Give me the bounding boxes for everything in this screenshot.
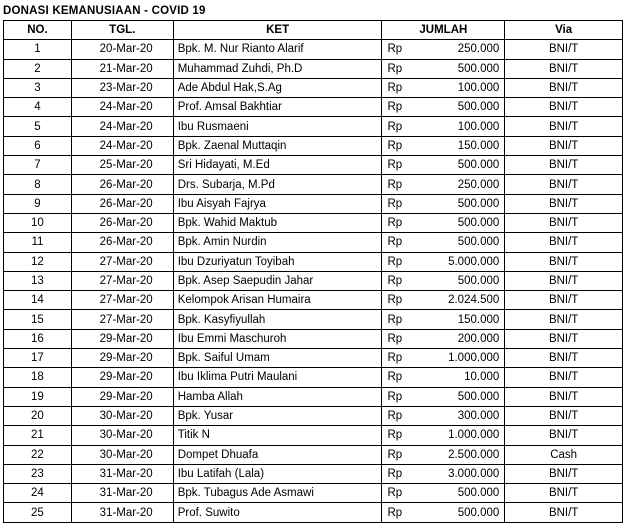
cell-description[interactable]: Bpk. Amin Nurdin	[173, 233, 382, 252]
cell-via[interactable]: BNI/T	[505, 78, 623, 97]
cell-no[interactable]: 20	[4, 406, 72, 425]
currency-label: Rp	[387, 487, 403, 500]
amount-value: 200.000	[457, 332, 500, 345]
cell-amount[interactable]	[382, 40, 505, 59]
amount-value: 250.000	[457, 178, 500, 191]
cell-amount[interactable]	[382, 213, 505, 232]
table-row	[4, 291, 623, 310]
currency-label: Rp	[387, 255, 403, 268]
cell-description[interactable]: Ibu Latifah (Lala)	[173, 464, 382, 483]
table-row	[4, 40, 623, 59]
cell-no[interactable]: 2	[4, 59, 72, 78]
amount-value: 100.000	[457, 120, 500, 133]
amount-value: 500.000	[457, 217, 500, 230]
table-row	[4, 349, 623, 368]
table-row	[4, 136, 623, 155]
cell-via[interactable]: BNI/T	[505, 426, 623, 445]
cell-date[interactable]: 30-Mar-20	[71, 426, 173, 445]
cell-amount[interactable]	[382, 252, 505, 271]
cell-amount[interactable]	[382, 445, 505, 464]
cell-date[interactable]: 31-Mar-20	[71, 503, 173, 522]
cell-no[interactable]: 5	[4, 117, 72, 136]
amount-value: 100.000	[457, 82, 500, 95]
amount-value: 250.000	[457, 43, 500, 56]
currency-label: Rp	[387, 120, 403, 133]
cell-no[interactable]: 14	[4, 291, 72, 310]
cell-date[interactable]: 29-Mar-20	[71, 349, 173, 368]
table-row	[4, 98, 623, 117]
amount-value: 5.000.000	[448, 255, 500, 268]
currency-label: Rp	[387, 313, 403, 326]
amount-value: 10.000	[464, 371, 500, 384]
cell-date[interactable]: 29-Mar-20	[71, 387, 173, 406]
cell-via[interactable]: BNI/T	[505, 136, 623, 155]
cell-amount[interactable]	[382, 387, 505, 406]
cell-via[interactable]: BNI/T	[505, 98, 623, 117]
table-row	[4, 387, 623, 406]
cell-description[interactable]: Bpk. Asep Saepudin Jahar	[173, 271, 382, 290]
amount-value: 500.000	[457, 159, 500, 172]
cell-amount[interactable]	[382, 291, 505, 310]
cell-description[interactable]: Bpk. M. Nur Rianto Alarif	[173, 40, 382, 59]
cell-description[interactable]: Bpk. Yusar	[173, 406, 382, 425]
cell-date[interactable]: 24-Mar-20	[71, 98, 173, 117]
cell-date[interactable]: 27-Mar-20	[71, 271, 173, 290]
cell-no[interactable]: 21	[4, 426, 72, 445]
currency-label: Rp	[387, 410, 403, 423]
currency-label: Rp	[387, 390, 403, 403]
amount-value: 1.000.000	[448, 429, 500, 442]
cell-via[interactable]: BNI/T	[505, 233, 623, 252]
cell-description[interactable]: Sri Hidayati, M.Ed	[173, 156, 382, 175]
currency-label: Rp	[387, 159, 403, 172]
cell-description[interactable]: Bpk. Saiful Umam	[173, 349, 382, 368]
sheet-title: DONASI KEMANUSIAAN - COVID 19	[3, 5, 206, 17]
currency-label: Rp	[387, 371, 403, 384]
currency-label: Rp	[387, 467, 403, 480]
cell-date[interactable]: 29-Mar-20	[71, 329, 173, 348]
cell-via[interactable]: BNI/T	[505, 406, 623, 425]
cell-description[interactable]: Kelompok Arisan Humaira	[173, 291, 382, 310]
cell-via[interactable]: BNI/T	[505, 175, 623, 194]
cell-description[interactable]: Muhammad Zuhdi, Ph.D	[173, 59, 382, 78]
cell-description[interactable]: Ibu Dzuriyatun Toyibah	[173, 252, 382, 271]
table-row	[4, 368, 623, 387]
amount-value: 500.000	[457, 197, 500, 210]
amount-value: 500.000	[457, 506, 500, 519]
amount-value: 500.000	[457, 236, 500, 249]
cell-date[interactable]: 20-Mar-20	[71, 40, 173, 59]
cell-date[interactable]: 31-Mar-20	[71, 484, 173, 503]
currency-label: Rp	[387, 43, 403, 56]
cell-amount[interactable]	[382, 406, 505, 425]
table-row	[4, 406, 623, 425]
currency-label: Rp	[387, 236, 403, 249]
cell-description[interactable]: Bpk. Zaenal Muttaqin	[173, 136, 382, 155]
cell-amount[interactable]	[382, 329, 505, 348]
cell-amount[interactable]	[382, 175, 505, 194]
cell-date[interactable]: 23-Mar-20	[71, 78, 173, 97]
cell-via[interactable]: BNI/T	[505, 271, 623, 290]
cell-no[interactable]: 19	[4, 387, 72, 406]
currency-label: Rp	[387, 429, 403, 442]
cell-date[interactable]: 26-Mar-20	[71, 194, 173, 213]
cell-description[interactable]: Ibu Emmi Maschuroh	[173, 329, 382, 348]
cell-no[interactable]: 13	[4, 271, 72, 290]
cell-date[interactable]: 26-Mar-20	[71, 233, 173, 252]
cell-amount[interactable]	[382, 310, 505, 329]
cell-description[interactable]: Titik N	[173, 426, 382, 445]
cell-via[interactable]: BNI/T	[505, 213, 623, 232]
cell-amount[interactable]	[382, 368, 505, 387]
cell-no[interactable]: 6	[4, 136, 72, 155]
table-row	[4, 484, 623, 503]
header-row	[4, 21, 623, 40]
cell-description[interactable]: Bpk. Tubagus Ade Asmawi	[173, 484, 382, 503]
cell-no[interactable]: 15	[4, 310, 72, 329]
amount-value: 500.000	[457, 275, 500, 287]
table-row	[4, 464, 623, 483]
table-row	[4, 503, 623, 522]
cell-via[interactable]: BNI/T	[505, 464, 623, 483]
cell-amount[interactable]	[382, 78, 505, 97]
cell-no[interactable]: 4	[4, 98, 72, 117]
cell-description[interactable]: Prof. Suwito	[173, 503, 382, 522]
donation-table	[3, 20, 623, 523]
cell-description[interactable]: Ibu Rusmaeni	[173, 117, 382, 136]
cell-amount[interactable]	[382, 136, 505, 155]
cell-no[interactable]: 8	[4, 175, 72, 194]
cell-amount[interactable]	[382, 233, 505, 252]
cell-description[interactable]: Bpk. Kasyfiyullah	[173, 310, 382, 329]
header-no[interactable]: NO.	[4, 21, 72, 40]
cell-no[interactable]: 22	[4, 445, 72, 464]
table-row	[4, 252, 623, 271]
cell-date[interactable]: 24-Mar-20	[71, 136, 173, 155]
cell-no[interactable]: 7	[4, 156, 72, 175]
table-row	[4, 445, 623, 464]
cell-via[interactable]: BNI/T	[505, 291, 623, 310]
cell-no[interactable]: 17	[4, 349, 72, 368]
cell-via[interactable]: BNI/T	[505, 252, 623, 271]
cell-description[interactable]: Ibu Iklima Putri Maulani	[173, 368, 382, 387]
cell-description[interactable]: Dompet Dhuafa	[173, 445, 382, 464]
table-row	[4, 426, 623, 445]
cell-date[interactable]: 24-Mar-20	[71, 117, 173, 136]
cell-amount[interactable]	[382, 464, 505, 483]
amount-value: 150.000	[457, 139, 500, 152]
amount-value: 1.000.000	[448, 352, 500, 365]
cell-no[interactable]: 18	[4, 368, 72, 387]
cell-no[interactable]: 24	[4, 484, 72, 503]
cell-via[interactable]: BNI/T	[505, 503, 623, 522]
amount-value: 500.000	[457, 487, 500, 500]
currency-label: Rp	[387, 62, 403, 75]
cell-amount[interactable]	[382, 349, 505, 368]
cell-date[interactable]: 27-Mar-20	[71, 252, 173, 271]
currency-label: Rp	[387, 506, 403, 519]
currency-label: Rp	[387, 448, 403, 461]
amount-value: 3.000.000	[448, 467, 500, 480]
cell-amount[interactable]	[382, 503, 505, 522]
amount-value: 300.000	[457, 410, 500, 423]
table-row	[4, 271, 623, 290]
cell-no[interactable]: 3	[4, 78, 72, 97]
currency-label: Rp	[387, 101, 403, 114]
table-row	[4, 329, 623, 348]
currency-label: Rp	[387, 82, 403, 95]
cell-amount[interactable]	[382, 156, 505, 175]
cell-via[interactable]: BNI/T	[505, 310, 623, 329]
currency-label: Rp	[387, 275, 403, 287]
cell-no[interactable]: 11	[4, 233, 72, 252]
cell-amount[interactable]	[382, 194, 505, 213]
cell-via[interactable]: BNI/T	[505, 59, 623, 78]
currency-label: Rp	[387, 178, 403, 191]
cell-via[interactable]: BNI/T	[505, 349, 623, 368]
cell-date[interactable]: 26-Mar-20	[71, 213, 173, 232]
header-ket[interactable]: KET	[173, 21, 382, 40]
cell-no[interactable]: 12	[4, 252, 72, 271]
table-row	[4, 78, 623, 97]
currency-label: Rp	[387, 139, 403, 152]
cell-amount[interactable]	[382, 271, 505, 290]
currency-label: Rp	[387, 352, 403, 365]
cell-date[interactable]: 29-Mar-20	[71, 368, 173, 387]
cell-via[interactable]: Cash	[505, 445, 623, 464]
cell-via[interactable]: BNI/T	[505, 368, 623, 387]
cell-description[interactable]: Bpk. Wahid Maktub	[173, 213, 382, 232]
cell-no[interactable]: 9	[4, 194, 72, 213]
cell-via[interactable]: BNI/T	[505, 329, 623, 348]
table-row	[4, 233, 623, 252]
cell-via[interactable]: BNI/T	[505, 40, 623, 59]
cell-via[interactable]: BNI/T	[505, 156, 623, 175]
cell-via[interactable]: BNI/T	[505, 484, 623, 503]
header-via[interactable]: Via	[505, 21, 623, 40]
amount-value: 500.000	[457, 101, 500, 114]
cell-via[interactable]: BNI/T	[505, 387, 623, 406]
cell-description[interactable]: Drs. Subarja, M.Pd	[173, 175, 382, 194]
header-tgl[interactable]: TGL.	[71, 21, 173, 40]
cell-date[interactable]: 25-Mar-20	[71, 156, 173, 175]
cell-date[interactable]: 31-Mar-20	[71, 464, 173, 483]
table-row	[4, 310, 623, 329]
cell-description[interactable]: Ibu Aisyah Fajrya	[173, 194, 382, 213]
cell-no[interactable]: 23	[4, 464, 72, 483]
cell-amount[interactable]	[382, 484, 505, 503]
cell-amount[interactable]	[382, 59, 505, 78]
amount-value: 2.024.500	[448, 294, 500, 307]
cell-amount[interactable]	[382, 117, 505, 136]
currency-label: Rp	[387, 217, 403, 230]
table-row	[4, 156, 623, 175]
amount-value: 500.000	[457, 390, 500, 403]
cell-date[interactable]: 21-Mar-20	[71, 59, 173, 78]
amount-value: 2.500.000	[448, 448, 500, 461]
cell-description[interactable]: Ade Abdul Hak,S.Ag	[173, 78, 382, 97]
currency-label: Rp	[387, 332, 403, 345]
cell-date[interactable]: 26-Mar-20	[71, 175, 173, 194]
cell-no[interactable]: 25	[4, 503, 72, 522]
cell-via[interactable]: BNI/T	[505, 117, 623, 136]
table-row	[4, 117, 623, 136]
table-row	[4, 59, 623, 78]
currency-label: Rp	[387, 197, 403, 210]
cell-no[interactable]: 10	[4, 213, 72, 232]
amount-value: 500.000	[457, 62, 500, 75]
cell-date[interactable]: 27-Mar-20	[71, 310, 173, 329]
cell-description[interactable]: Hamba Allah	[173, 387, 382, 406]
currency-label: Rp	[387, 294, 403, 307]
table-row	[4, 213, 623, 232]
cell-description[interactable]: Prof. Amsal Bakhtiar	[173, 98, 382, 117]
cell-date[interactable]: 30-Mar-20	[71, 445, 173, 464]
cell-no[interactable]: 1	[4, 40, 72, 59]
cell-via[interactable]: BNI/T	[505, 194, 623, 213]
cell-date[interactable]: 30-Mar-20	[71, 406, 173, 425]
cell-amount[interactable]	[382, 426, 505, 445]
header-jumlah[interactable]: JUMLAH	[382, 21, 505, 40]
table-row	[4, 194, 623, 213]
amount-value: 150.000	[457, 313, 500, 326]
cell-date[interactable]: 27-Mar-20	[71, 291, 173, 310]
cell-amount[interactable]	[382, 98, 505, 117]
cell-no[interactable]: 16	[4, 329, 72, 348]
table-row	[4, 175, 623, 194]
